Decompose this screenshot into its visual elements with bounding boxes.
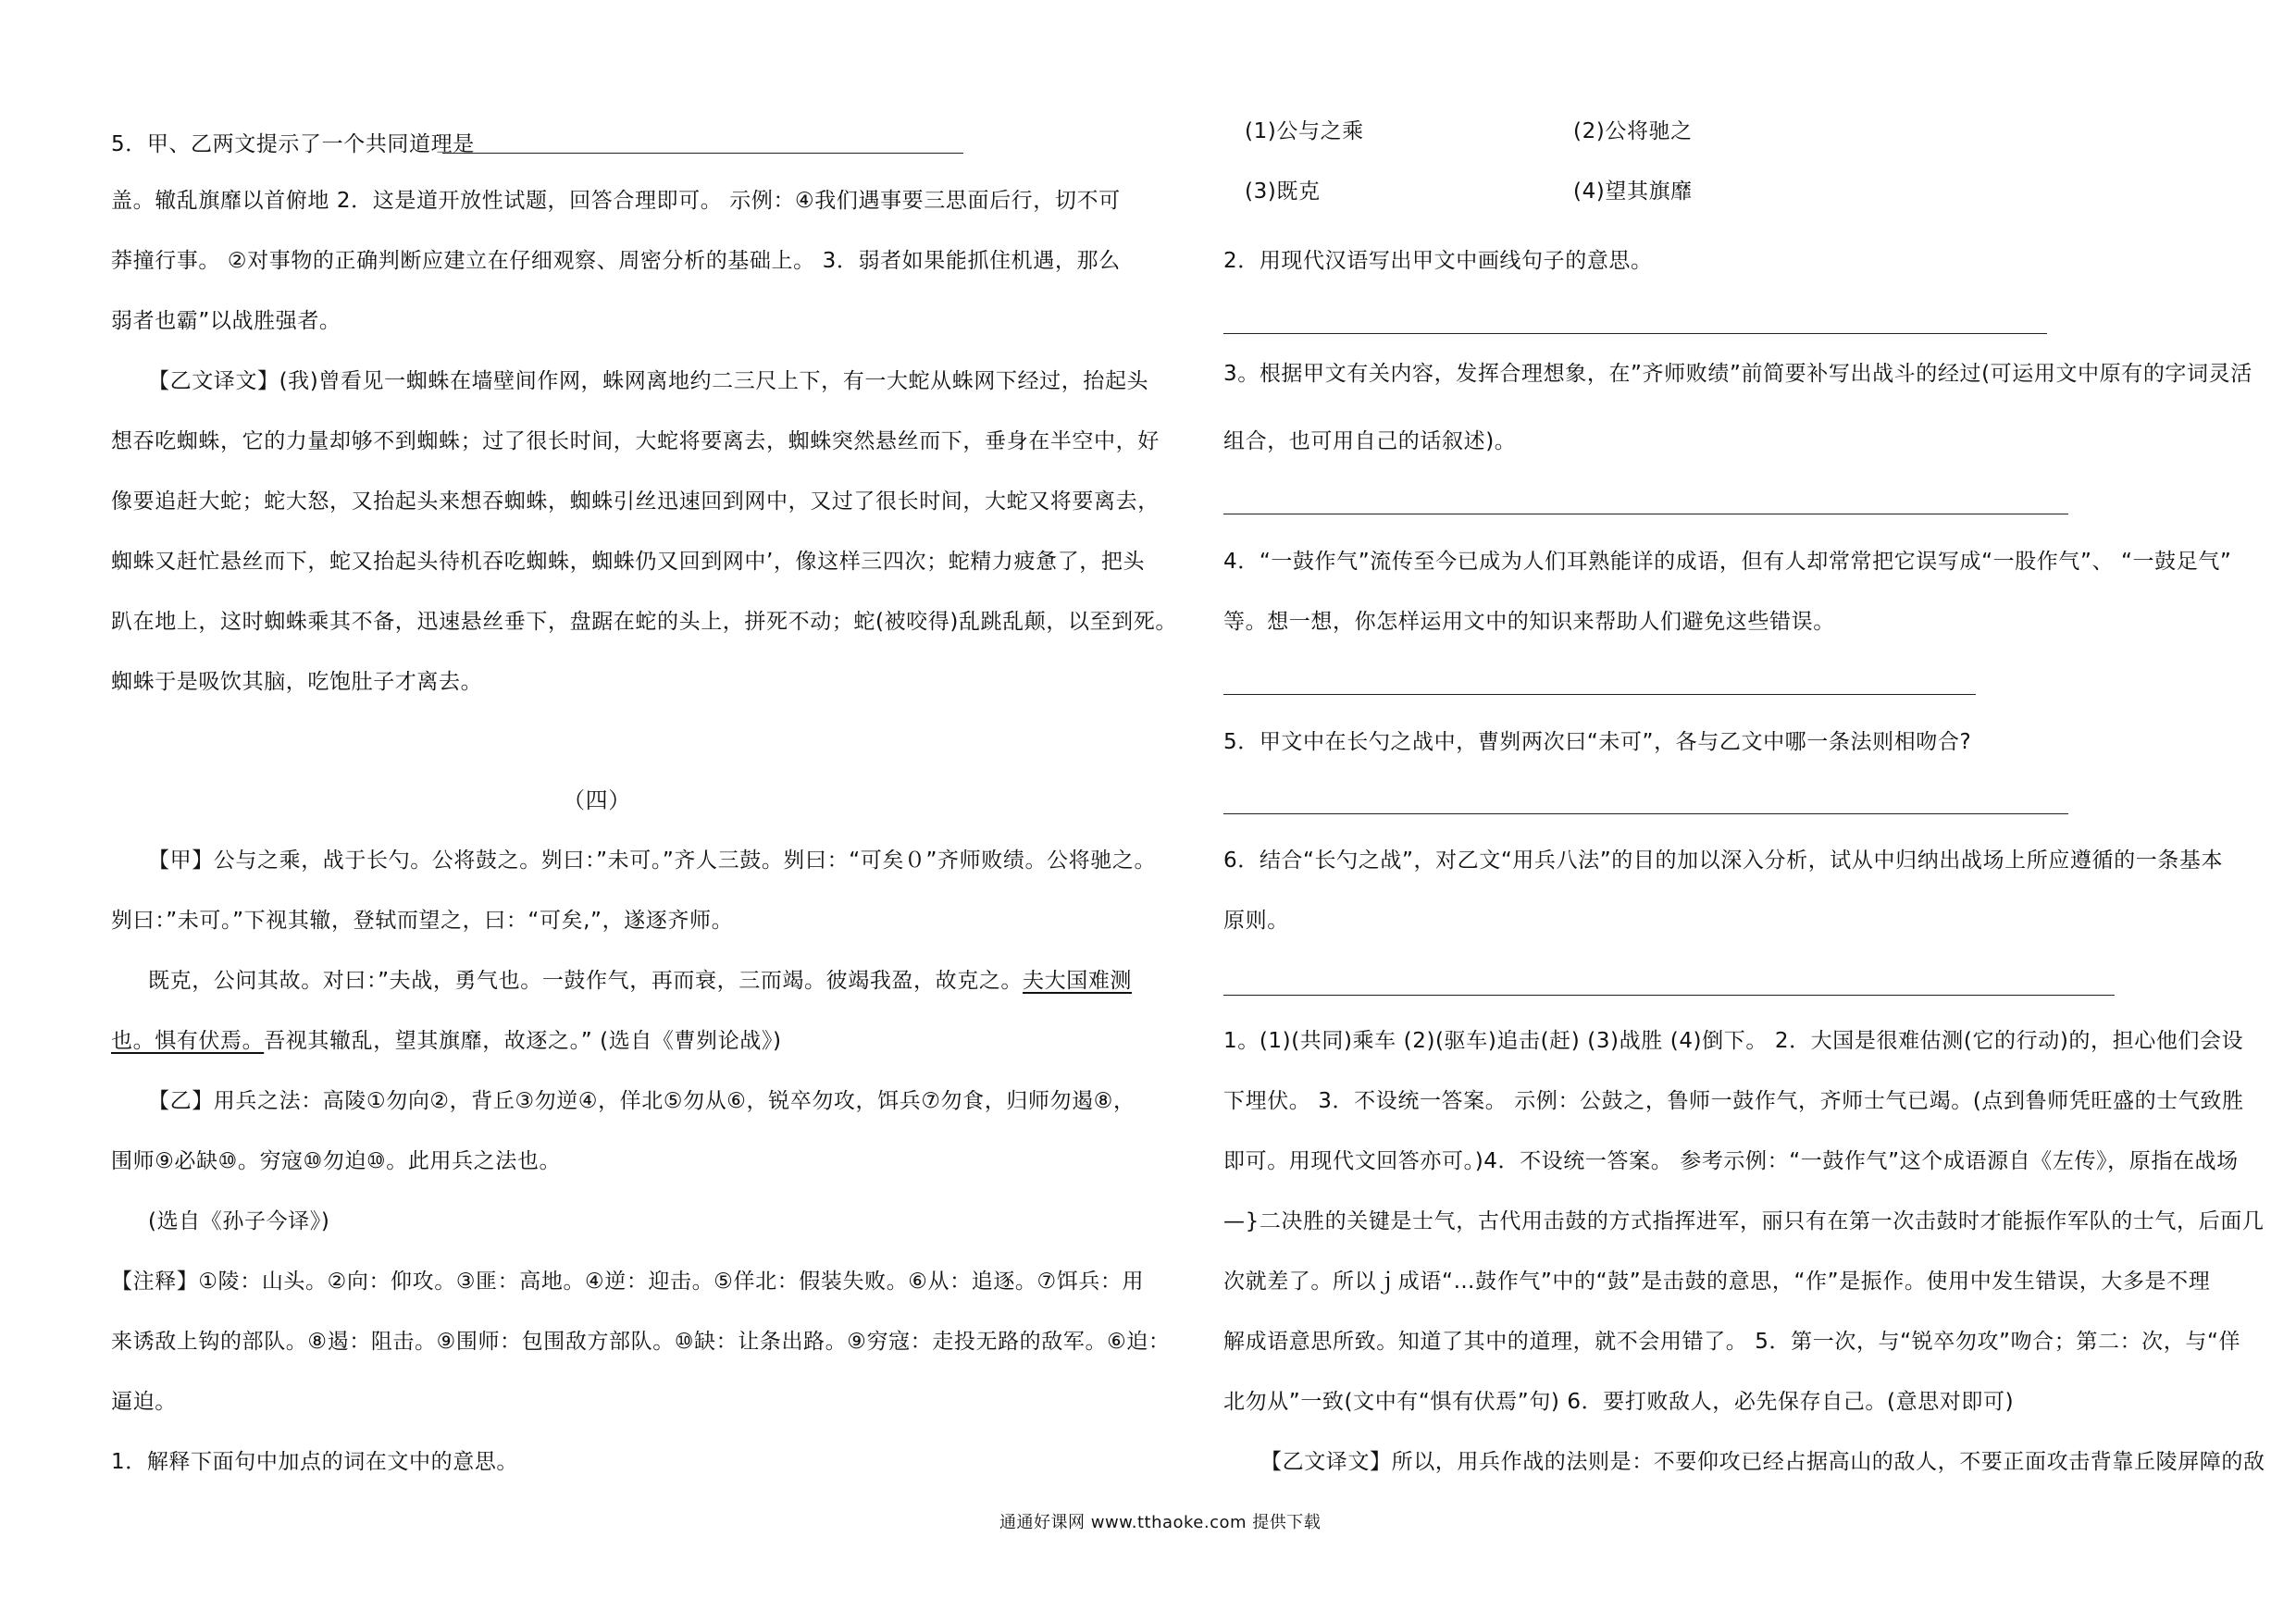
option-item: (2)公将驰之 [1573,119,1693,143]
passage-jia-line: 【甲】公与之乘，战于长勺。公将鼓之。刿曰：”未可。”齐人三鼓。刿曰：“可矣０”齐师败绩。公将驰之。 [148,849,1157,873]
section-title: （四） [563,787,631,813]
passage-jia-line: 刿曰：”未可。”下视其辙，登轼而望之，曰：“可矣,”，遂逐齐师。 [111,909,734,933]
translation-line: 蜘蛛于是吸饮其脑，吃饱肚子才离去。 [111,670,483,694]
notes-line: 【注释】①陵：山头。②向：仰攻。③匪：高地。④逆：迎击。⑤佯北：假装失败。⑥从：追逐。⑦饵兵：用 [111,1270,1145,1294]
answer-text-line: 盖。辙乱旗靡以首俯地 2．这是道开放性试题，回答合理即可。 示例：④我们遇事要三思面后行，切不可 [111,189,1121,213]
answer-text-line: 莽撞行事。 ②对事物的正确判断应建立在仔细观察、周密分析的基础上。 3．弱者如果能抓住机遇，那么 [111,249,1121,273]
answer-key-line: 即可。用现代文回答亦可。)4．不设统一答案。 参考示例：“一鼓作气”这个成语源自《左传》，原指在战场 [1223,1149,2239,1173]
passage-yi-line: 【乙】用兵之法：高陵①勿向②，背丘③勿逆④，佯北⑤勿从⑥，锐卒勿攻，饵兵⑦勿食，归师勿遏⑧， [148,1089,1136,1113]
question-2: 2．用现代汉语写出甲文中画线句子的意思。 [1223,249,1653,273]
answer-key-line: 解成语意思所致。知道了其中的道理，就不会用错了。 5．第一次，与“锐卒勿攻”吻合；第二：次，与“佯 [1223,1330,2241,1354]
answer-blank-line [1223,813,2068,814]
answer-blank-line [1223,995,2115,996]
translation-line: 蜘蛛又赶忙悬丝而下，蛇又抬起头待机吞吃蜘蛛，蜘蛛仍又回到网中’，像这样三四次；蛇精力疲惫了，把头 [111,550,1146,574]
question-4: 4．“一鼓作气”流传至今已成为人们耳熟能详的成语，但有人却常常把它误写成“一股作气”、 “一鼓足气” [1223,550,2232,574]
passage-source: (选自《孙子今译》) [148,1209,330,1233]
question-5: 5．甲文中在长勺之战中，曹刿两次曰“未可”，各与乙文中哪一条法则相吻合? [1223,730,1972,754]
answer-blank-line [1223,333,2047,334]
question-3: 3。根据甲文有关内容，发挥合理想象，在”齐师败绩”前简要补写出战斗的经过(可运用文中原有的字词灵活 [1223,362,2253,386]
translation-line: 想吞吃蜘蛛，它的力量却够不到蜘蛛；过了很长时间，大蛇将要离去，蜘蛛突然悬丝而下，垂身在半空中，好 [111,429,1160,453]
passage-jia-text: 既克，公问其故。对曰：”夫战，勇气也。一鼓作气，再而衰，三而竭。彼竭我盈，故克之。 [148,969,1024,993]
page-footer: 通通好课网 www.tthaoke.com 提供下载 [999,1513,1322,1532]
question-3: 组合，也可用自己的话叙述)。 [1223,429,1517,453]
answer-blank-line [1223,694,1976,695]
answer-key-line: 【乙文译文】所以，用兵作战的法则是：不要仰攻已经占据高山的敌人，不要正面攻击背靠丘陵屏障的敌 [1260,1450,2265,1474]
answer-key-line: 1。(1)(共同)乘车 (2)(驱车)追击(赶) (3)战胜 (4)倒下。 2．大国是很难估测(它的行动)的，担心他们会设 [1223,1029,2244,1053]
underlined-sentence: 夫大国难测 [1023,969,1133,993]
notes-line: 逼迫。 [111,1390,177,1414]
answer-key-line: —}二决胜的关键是士气，古代用击鼓的方式指挥进军，丽只有在第一次击鼓时才能振作军队的士气，后面几 [1223,1209,2265,1233]
question-4: 等。想一想，你怎样运用文中的知识来帮助人们避免这些错误。 [1223,610,1835,634]
question-1: 1．解释下面句中加点的词在文中的意思。 [111,1450,519,1474]
question-6: 6．结合“长勺之战”，对乙文“用兵八法”的目的加以深入分析，试从中归纳出战场上所应遵循的一条基本 [1223,849,2224,873]
passage-jia-line [111,1026,782,1056]
passage-jia-line [148,966,1132,996]
option-item: (4)望其旗靡 [1573,180,1693,204]
question-6: 原则。 [1223,909,1289,933]
notes-line: 来诱敌上钩的部队。⑧遏：阻击。⑨围师：包围敌方部队。⑩缺：让条出路。⑨穷寇：走投无路的敌军。⑥迫： [111,1330,1171,1354]
option-item: (3)既克 [1245,180,1321,204]
answer-key-line: 下埋伏。 3．不设统一答案。 示例：公鼓之，鲁师一鼓作气，齐师士气已竭。(点到鲁师凭旺盛的士气致胜 [1223,1089,2244,1113]
passage-yi-line: 围师⑨必缺⑩。穷寇⑩勿迫⑩。此用兵之法也。 [111,1149,562,1173]
answer-blank-line [442,153,963,154]
question-5-prompt: 5．甲、乙两文提示了一个共同道理是 [111,132,475,156]
translation-line: 像要追赶大蛇；蛇大怒，又抬起头来想吞蜘蛛，蜘蛛引丝迅速回到网中，又过了很长时间，大蛇又将要离去， [111,489,1160,514]
translation-line: 【乙文译文】(我)曾看见一蜘蛛在墙壁间作网，蛛网离地约二三尺上下，有一大蛇从蛛网下经过，抬起头 [148,369,1149,393]
answer-text-line: 弱者也霸”以战胜强者。 [111,309,341,333]
answer-key-line: 北勿从”一致(文中有“惧有伏焉”句) 6．要打败敌人，必先保存自己。(意思对即可) [1223,1390,2015,1414]
answer-key-line: 次就差了。所以ｊ成语“…鼓作气”中的“鼓”是击鼓的意思，“作”是振作。使用中发生错误，大多是不理 [1223,1270,2211,1294]
option-item: (1)公与之乘 [1245,119,1364,143]
translation-line: 趴在地上，这时蜘蛛乘其不备，迅速悬丝垂下，盘踞在蛇的头上，拼死不动；蛇(被咬得)乱跳乱颠，以至到死。 [111,610,1177,634]
passage-jia-text: 吾视其辙乱，望其旗靡，故逐之。” (选自《曹刿论战》) [264,1029,782,1053]
underlined-sentence: 也。惧有伏焉。 [111,1029,265,1053]
